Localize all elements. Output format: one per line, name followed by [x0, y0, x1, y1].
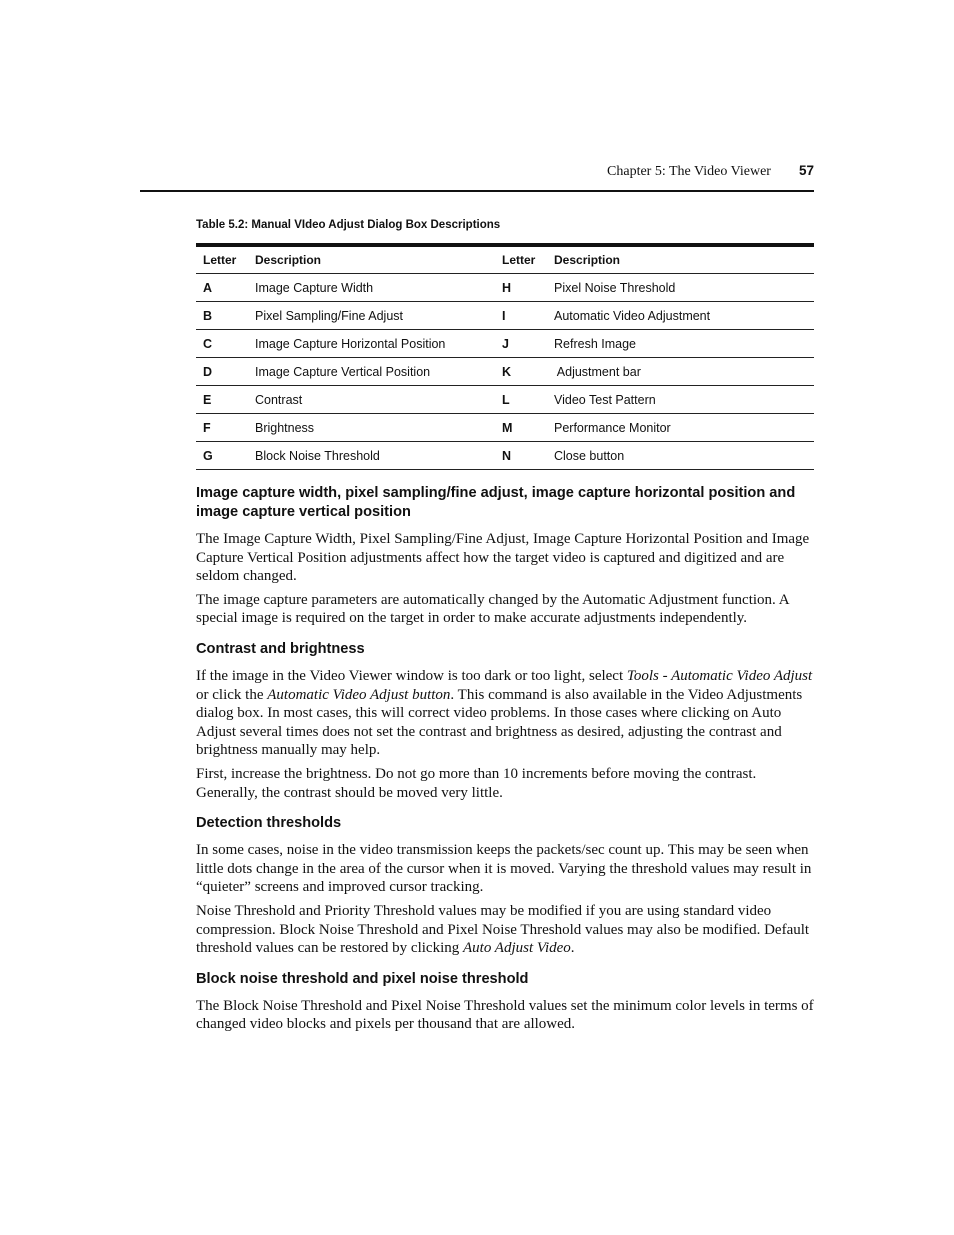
section-heading-block-pixel-noise: Block noise threshold and pixel noise threshold	[196, 970, 529, 987]
description-cell: Image Capture Vertical Position	[248, 358, 495, 386]
description-cell: Refresh Image	[547, 330, 814, 358]
letter-cell: I	[495, 302, 547, 330]
table-row	[196, 358, 814, 386]
paragraph: In some cases, noise in the video transmission keeps the packets/sec count up. This may be seen when little dots change in the area of the cursor when it is moved. Varying the threshold values may result in “quieter” screens and improved cursor tracking.	[196, 842, 812, 896]
description-cell: Contrast	[248, 386, 495, 414]
section-heading-detection-thresholds: Detection thresholds	[196, 815, 342, 832]
letter-cell: G	[196, 442, 248, 470]
table-row	[196, 442, 814, 470]
text-run: . This command is also available in the Video Adjustments dialog box. In most cases, this will correct video problems. In those cases where clicking on Auto Adjust several times does not set the contrast and brightness as desired, adjusting the contrast and brightness manually may help.	[196, 686, 803, 759]
text-run: If the image in the Video Viewer window is too dark or too light, select	[196, 667, 627, 684]
section-heading-contrast-brightness: Contrast and brightness	[196, 640, 365, 657]
button-reference: Auto Adjust Video	[463, 940, 571, 957]
table-row	[196, 330, 814, 358]
table-caption: Table 5.2: Manual VIdeo Adjust Dialog Box Descriptions	[196, 219, 501, 231]
description-cell: Video Test Pattern	[547, 386, 814, 414]
descriptions-table	[196, 243, 814, 470]
paragraph	[196, 902, 814, 958]
description-cell: Pixel Noise Threshold	[547, 274, 814, 302]
column-header: Letter	[495, 245, 547, 274]
description-cell: Image Capture Width	[248, 274, 495, 302]
paragraph: First, increase the brightness. Do not go more than 10 increments before moving the contrast. Generally, the contrast should be moved very little.	[196, 765, 757, 801]
table-row	[196, 414, 814, 442]
table-row	[196, 274, 814, 302]
paragraph: The Block Noise Threshold and Pixel Noise Threshold values set the minimum color levels in terms of changed video blocks and pixels per thousand that are allowed.	[196, 997, 814, 1033]
page-number: 57	[798, 163, 814, 178]
description-cell: Close button	[547, 442, 814, 470]
text-run: or click the	[196, 686, 268, 703]
paragraph: The image capture parameters are automatically changed by the Automatic Adjustment function. A special image is required on the target in order to make accurate adjustments independently.	[196, 591, 789, 627]
text-run: Noise Threshold and Priority Threshold values may be modified if you are using standard video compression. Block Noise Threshold and Pixel Noise Threshold values may also be modified. Default threshold values can be restored by clicking	[196, 902, 810, 957]
description-cell: Adjustment bar	[547, 358, 814, 386]
description-cell: Performance Monitor	[547, 414, 814, 442]
description-cell: Block Noise Threshold	[248, 442, 495, 470]
table-row	[196, 386, 814, 414]
letter-cell: M	[495, 414, 547, 442]
column-header: Description	[248, 245, 495, 274]
table-header-row	[196, 245, 814, 274]
table-row	[196, 302, 814, 330]
letter-cell: F	[196, 414, 248, 442]
letter-cell: A	[196, 274, 248, 302]
running-header	[607, 163, 814, 180]
header-rule	[140, 190, 814, 192]
letter-cell: N	[495, 442, 547, 470]
letter-cell: D	[196, 358, 248, 386]
letter-cell: C	[196, 330, 248, 358]
description-cell: Pixel Sampling/Fine Adjust	[248, 302, 495, 330]
description-cell: Image Capture Horizontal Position	[248, 330, 495, 358]
chapter-title: Chapter 5: The Video Viewer	[607, 164, 771, 179]
button-reference: Automatic Video Adjust button	[267, 686, 451, 703]
letter-cell: H	[495, 274, 547, 302]
section-heading-image-capture: Image capture width, pixel sampling/fine adjust, image capture horizontal position and image capture vertical position	[196, 485, 796, 520]
page-body	[196, 219, 814, 1039]
menu-path-reference: Tools - Automatic Video Adjust	[626, 667, 813, 684]
text-run: .	[570, 940, 575, 957]
letter-cell: L	[495, 386, 547, 414]
column-header: Letter	[196, 245, 248, 274]
description-cell: Brightness	[248, 414, 495, 442]
letter-cell: B	[196, 302, 248, 330]
column-header: Description	[547, 245, 814, 274]
paragraph: The Image Capture Width, Pixel Sampling/Fine Adjust, Image Capture Horizontal Position and Image Capture Vertical Position adjustments affect how the target video is captured and digitized and are seldom changed.	[196, 531, 810, 585]
letter-cell: E	[196, 386, 248, 414]
letter-cell: K	[495, 358, 547, 386]
paragraph	[196, 667, 814, 760]
description-cell: Automatic Video Adjustment	[547, 302, 814, 330]
letter-cell: J	[495, 330, 547, 358]
